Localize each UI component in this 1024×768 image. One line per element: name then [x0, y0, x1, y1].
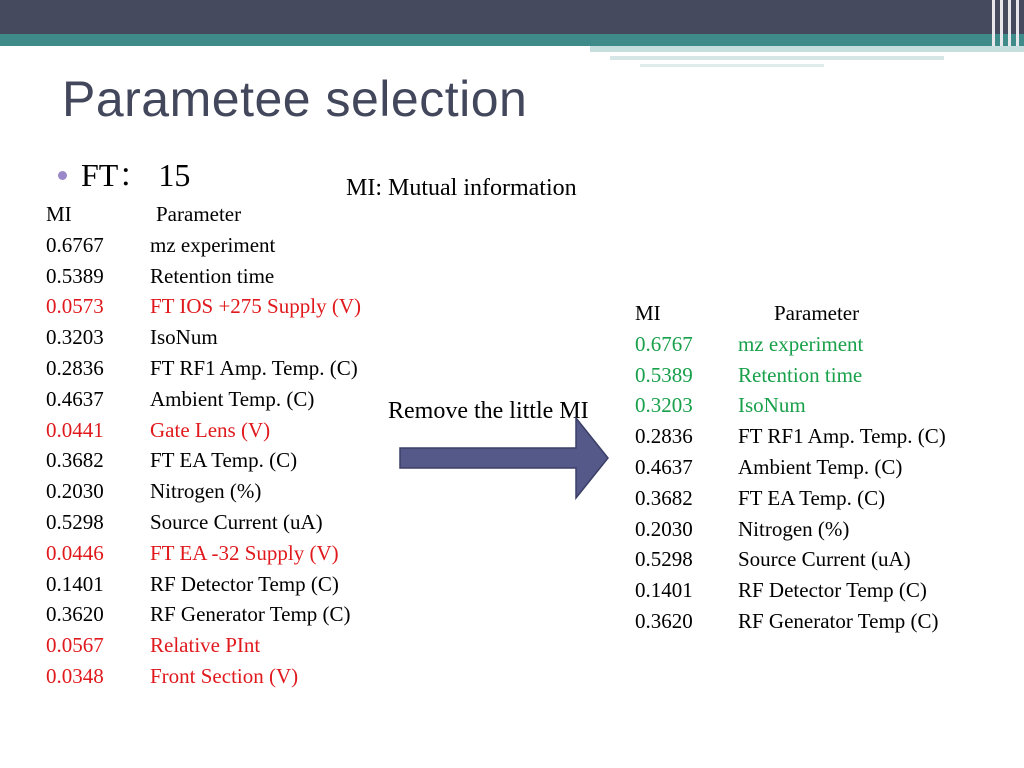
- parameter-name: Retention time: [150, 263, 275, 288]
- mi-value: 0.3682: [46, 448, 104, 473]
- right-arrow-icon: [398, 414, 612, 502]
- header-vline-3: [1008, 0, 1011, 46]
- header-stripe-3: [640, 64, 824, 67]
- bullet-text: FT： 15: [81, 157, 191, 193]
- table-row: [46, 322, 361, 353]
- mi-value: 0.2030: [635, 516, 693, 541]
- table-row: [635, 329, 946, 360]
- header-parameter: Parameter: [156, 202, 242, 226]
- mi-value: 0.1401: [46, 571, 104, 596]
- header-vline-2: [1000, 0, 1003, 46]
- header-bar-dark: [0, 0, 1024, 34]
- mi-value: 0.3682: [635, 485, 693, 510]
- parameter-name: FT EA Temp. (C): [738, 485, 886, 510]
- arrow-label: Remove the little MI: [388, 398, 589, 424]
- mi-value: 0.0567: [46, 633, 104, 658]
- table-row: [635, 360, 946, 391]
- table-row: [46, 353, 361, 384]
- table-row: [46, 630, 361, 661]
- table-row: [635, 390, 946, 421]
- parameter-name: Retention time: [738, 362, 863, 387]
- mi-value: 0.3203: [46, 325, 104, 350]
- parameter-name: FT RF1 Amp. Temp. (C): [150, 355, 358, 380]
- parameter-name: mz experiment: [150, 232, 276, 257]
- header-mi: MI: [46, 202, 72, 226]
- table-row: [635, 421, 946, 452]
- parameter-name: FT RF1 Amp. Temp. (C): [738, 424, 946, 449]
- table-header: [635, 298, 946, 329]
- header-vline-1: [992, 0, 995, 46]
- mi-definition: MI: Mutual information: [346, 175, 577, 201]
- slide-title: Parametee selection: [62, 71, 528, 127]
- mi-value: 0.4637: [635, 454, 693, 479]
- parameter-name: Front Section (V): [150, 663, 299, 688]
- table-header: [46, 199, 361, 230]
- table-row: [635, 514, 946, 545]
- mi-value: 0.0446: [46, 540, 104, 565]
- parameter-name: IsoNum: [150, 325, 218, 350]
- parameter-name: Relative PInt: [150, 633, 261, 658]
- parameter-name: RF Detector Temp (C): [150, 571, 339, 596]
- table-row: [46, 569, 361, 600]
- mi-value: 0.5389: [635, 362, 693, 387]
- table-row: [46, 415, 361, 446]
- mi-value: 0.5298: [46, 509, 104, 534]
- parameter-name: RF Detector Temp (C): [738, 578, 927, 603]
- table-row: [46, 445, 361, 476]
- table-row: [46, 291, 361, 322]
- table-row: [46, 538, 361, 569]
- parameter-name: Ambient Temp. (C): [150, 386, 315, 411]
- header-bar-teal: [0, 34, 1024, 46]
- table-row: [635, 483, 946, 514]
- mi-value: 0.3203: [635, 393, 693, 418]
- parameter-name: Ambient Temp. (C): [738, 454, 903, 479]
- mi-value: 0.0441: [46, 417, 104, 442]
- table-row: [635, 575, 946, 606]
- mi-value: 0.0348: [46, 663, 104, 688]
- table-row: [46, 384, 361, 415]
- mi-value: 0.2836: [635, 424, 693, 449]
- header-stripe-2: [610, 56, 944, 60]
- mi-value: 0.1401: [635, 578, 693, 603]
- table-row: [46, 599, 361, 630]
- table-row: [46, 507, 361, 538]
- mi-value: 0.3620: [46, 602, 104, 627]
- parameter-name: Source Current (uA): [738, 547, 911, 572]
- mi-value: 0.5298: [635, 547, 693, 572]
- header-vline-4: [1016, 0, 1019, 46]
- mi-value: 0.2030: [46, 479, 104, 504]
- mi-value: 0.5389: [46, 263, 104, 288]
- parameter-name: IsoNum: [738, 393, 806, 418]
- header-parameter: Parameter: [774, 301, 860, 325]
- parameter-name: mz experiment: [738, 331, 864, 356]
- left-parameter-table: [46, 199, 361, 692]
- mi-value: 0.3620: [635, 608, 693, 633]
- header-mi: MI: [635, 301, 661, 325]
- table-row: [46, 230, 361, 261]
- table-row: [46, 661, 361, 692]
- table-row: [635, 544, 946, 575]
- header-stripe-1: [590, 46, 1024, 52]
- parameter-name: FT EA -32 Supply (V): [150, 540, 339, 565]
- parameter-name: Nitrogen (%): [738, 516, 850, 541]
- mi-value: 0.0573: [46, 294, 104, 319]
- parameter-name: FT EA Temp. (C): [150, 448, 298, 473]
- bullet-item: [58, 150, 190, 196]
- mi-value: 0.4637: [46, 386, 104, 411]
- right-parameter-table: [635, 298, 946, 637]
- parameter-name: RF Generator Temp (C): [150, 602, 351, 627]
- mi-value: 0.6767: [46, 232, 104, 257]
- mi-value: 0.2836: [46, 355, 104, 380]
- table-row: [46, 476, 361, 507]
- bullet-dot-icon: [58, 171, 67, 180]
- parameter-name: Gate Lens (V): [150, 417, 271, 442]
- mi-value: 0.6767: [635, 331, 693, 356]
- table-row: [635, 452, 946, 483]
- table-row: [635, 606, 946, 637]
- parameter-name: Source Current (uA): [150, 509, 323, 534]
- parameter-name: RF Generator Temp (C): [738, 608, 939, 633]
- table-row: [46, 261, 361, 292]
- parameter-name: FT IOS +275 Supply (V): [150, 294, 361, 319]
- parameter-name: Nitrogen (%): [150, 479, 262, 504]
